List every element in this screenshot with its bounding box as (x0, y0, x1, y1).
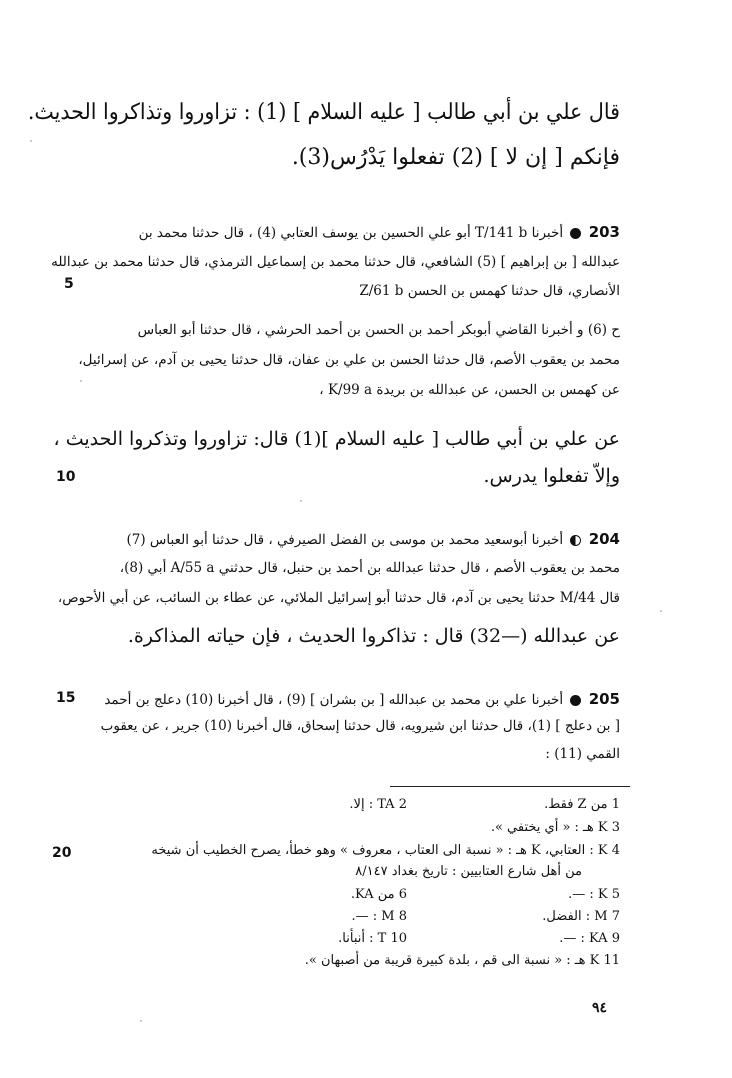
footnote-4: 4 K : العتابي، K هـ : « نسبة الى العتاب ، معروف » وهو خطأ، يصرح الخطيب أن شيخه (151, 843, 620, 858)
hadith-205-line-2: [ بن دعلج ] (1)، قال حدثنا ابن شيرويه، قال حدثنا إسحاق، قال أخبرنا (10) جرير ، عن يعقوب (100, 718, 620, 734)
quote-2-line-1: عن علي بن أبي طالب [ عليه السلام ](1) قال: تزاوروا وتذكروا الحديث ، (53, 428, 620, 450)
hadith-205-line-1: 205 أخبرنا علي بن محمد بن عبدالله [ بن بشران ] (9) ، قال أخبرنا (10) دعلج بن أحمد (104, 690, 620, 708)
footnote-separator (390, 786, 630, 787)
hadith-203-line-4: ح (6) و أخبرنا القاضي أبوبكر أحمد بن الحسن بن أحمد الحرشي ، قال حدثنا أبو العباس (137, 322, 620, 338)
quote-3-line-1: عن عبدالله (—32) قال : تذاكروا الحديث ، فإن حياته المذاكرة. (127, 625, 620, 647)
hadith-203-line-3: الأنصاري، قال حدثنا كهمس بن الحسن Z/61 b (359, 283, 620, 299)
hadith-204-line-2: محمد بن يعقوب الأصم ، قال حدثنا عبدالله بن أحمد بن حنبل، قال حدثني A/55 a أبي (8)، (119, 560, 620, 576)
footnote-1: 1 من Z فقط. (544, 797, 620, 812)
hadith-203-line-5: محمد بن يعقوب الأصم، قال حدثنا الحسن بن علي بن عفان، قال حدثنا يحيى بن آدم، عن إسرائيل، (78, 352, 620, 368)
footnote-6: 6 من KA. (350, 887, 407, 902)
hadith-number: 204 (588, 530, 620, 548)
footnote-11: 11 K هـ : « نسبة الى قم ، بلدة كبيرة قريبة من أصبهان ». (304, 953, 620, 968)
footnote-3: 3 K هـ : « أي يختفي ». (490, 820, 620, 835)
footnote-2: 2 TA : إلا. (349, 797, 407, 812)
line-number-20: 20 (52, 845, 72, 861)
quote-2-line-2: وإلاّ تفعلوا يدرس. (483, 465, 620, 487)
scan-speck (140, 1020, 142, 1022)
line-number-15: 15 (56, 690, 76, 706)
filled-circle-icon (570, 695, 581, 706)
footnote-7: 7 M : الفضل. (542, 909, 620, 924)
quote-1-line-1: قال علي بن أبي طالب [ عليه السلام ] (1) : تزاوروا وتذاكروا الحديث. (27, 100, 620, 125)
line-number-5: 5 (64, 276, 74, 292)
hadith-203-line-6: عن كهمس بن الحسن، عن عبدالله بن بريدة K/99 a ، (319, 382, 620, 398)
scan-speck (30, 140, 32, 142)
quote-1-line-2: فإنكم [ إن لا ] (2) تفعلوا يَدْرُس(3). (291, 145, 620, 170)
hadith-number: 205 (588, 690, 620, 708)
scan-speck (660, 610, 662, 612)
line-number-10: 10 (56, 469, 76, 485)
hadith-number: 203 (588, 223, 620, 241)
page-number: ٩٤ (592, 1000, 608, 1016)
footnote-4-continuation: من أهل شارع العتابيين : تاريخ بغداد ٨/١٤٧ (355, 864, 582, 879)
hadith-204-line-1: 204 أخبرنا أبوسعيد محمد بن موسى بن الفضل الصيرفي ، قال حدثنا أبو العباس (7) (126, 530, 620, 548)
footnote-8: 8 M : —. (351, 909, 407, 924)
hadith-203-line-2: عبدالله [ بن إبراهيم ] (5) الشافعي، قال حدثنا محمد بن إسماعيل الترمذي، قال حدثنا محمد بن عبدالله (51, 254, 620, 270)
footnote-5: 5 K : —. (568, 887, 620, 902)
scan-speck (300, 500, 302, 502)
footnote-10: 10 T : أنبأنا. (338, 931, 407, 946)
half-circle-icon (570, 535, 581, 546)
filled-circle-icon (570, 228, 581, 239)
hadith-204-line-3: قال M/44 حدثنا يحيى بن آدم، قال حدثنا أبو إسرائيل الملائي، عن عطاء بن السائب، عن أبي الأحوص، (57, 590, 620, 606)
footnote-9: 9 KA : —. (559, 931, 620, 946)
hadith-203-line-1: 203 أخبرنا T/141 b أبو علي الحسين بن يوسف العتابي (4) ، قال حدثنا محمد بن (138, 223, 620, 241)
hadith-205-line-3: القمي (11) : (545, 746, 620, 762)
scan-speck (80, 380, 82, 382)
